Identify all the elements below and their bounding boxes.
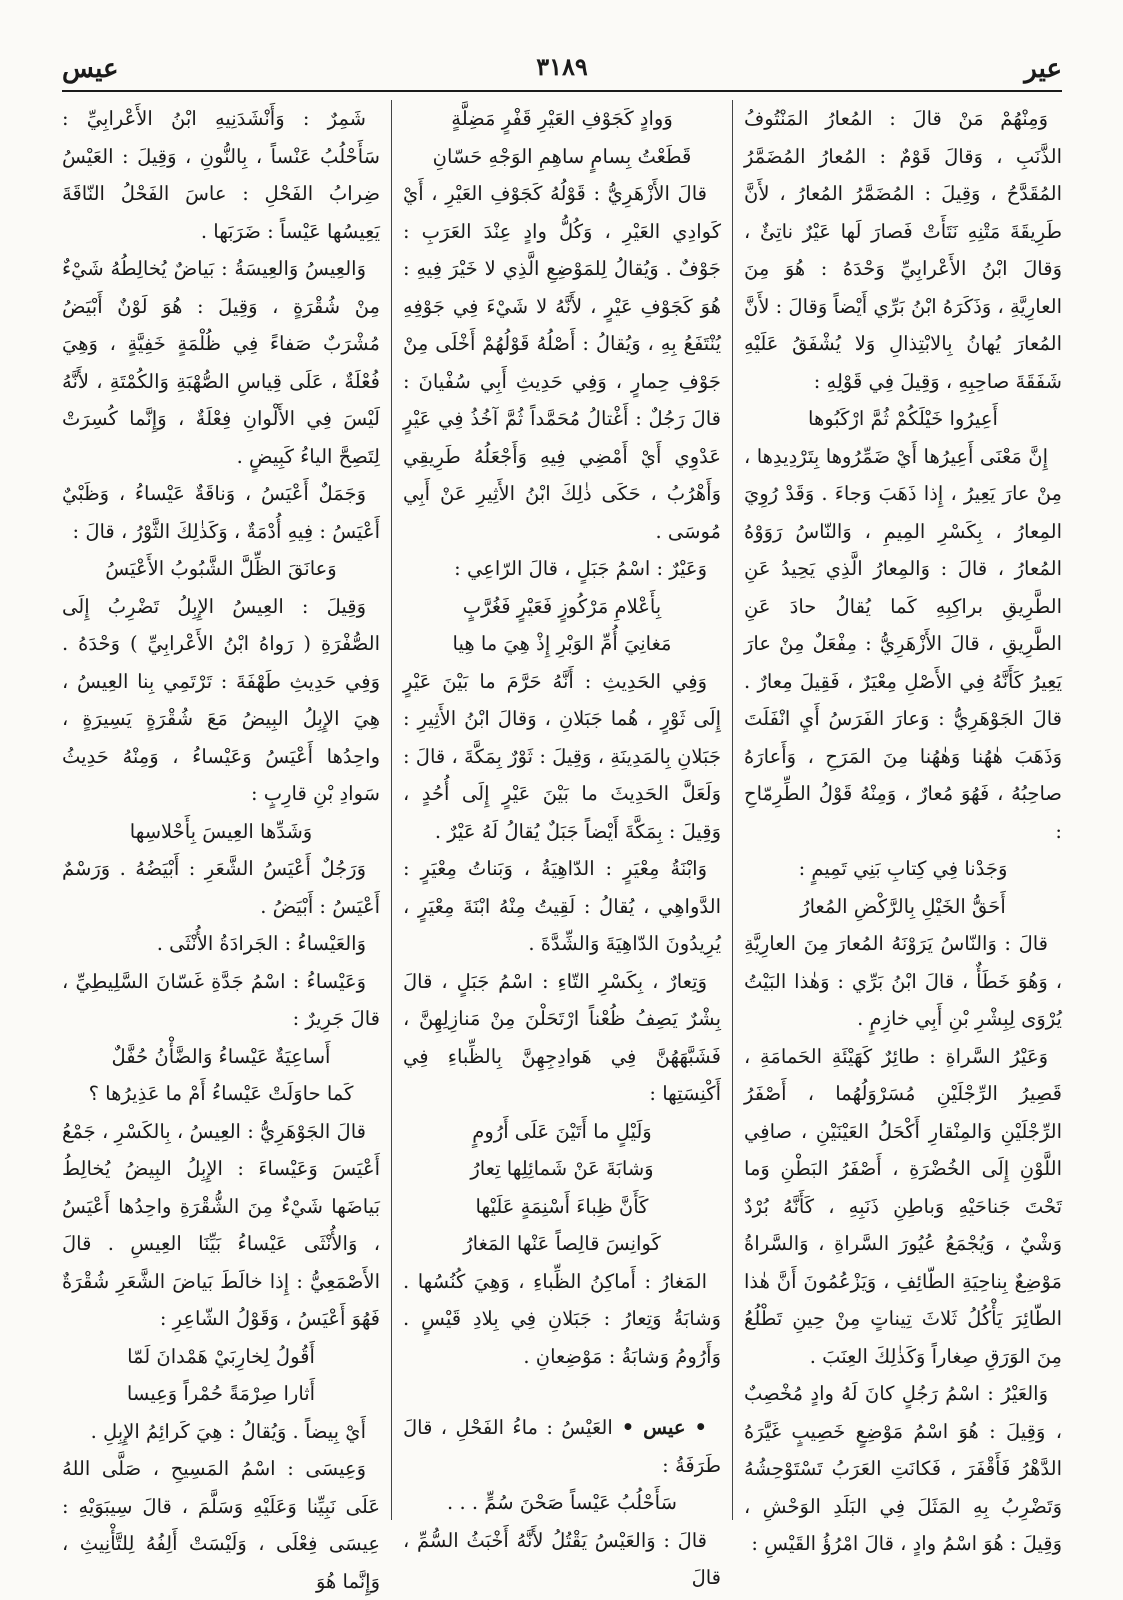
paragraph-text: وَعَيْرُ السَّراةِ : طائِرٌ كَهَيْئَةِ الحَمامَةِ ، قَصِيرُ الرِّجْلَيْنِ مُسَرْوَلُهُما ، أَصْفَرُ الرِّجْلَيْنِ وَالمِنْقارِ أَكْحَلُ العَيْنَيْنِ ، صافِي اللَّوْنِ إِلَى الخُضْرَةِ ، أَصْفَرُ البَطْنِ وَما تَحْتَ جَناحَيْهِ وَباطِنِ ذَنَبِهِ ، كَأَنَّهُ بُرْدٌ وَشْيٌ ، وَيُجْمَعُ عُيُورَ السَّراةِ ، وَالسَّراةُ مَوْضِعٌ بِناحِيَةِ الطّائِفِ ، وَيَزْعُمُونَ أَنَّ هٰذا الطّائِرَ يَأْكُلُ ثَلاثَ تِيناتٍ مِنْ حِينِ تَطْلُعُ مِنَ الوَرَقِ صِغاراً وَكَذٰلِكَ العِنَبَ . <box>744 1044 1062 1368</box>
paragraph-text: قَطَعْتُ بِسامٍ ساهِمِ الوَجْهِ حَسّانِ <box>432 144 692 168</box>
verse-line <box>62 1338 380 1376</box>
paragraph-text: العَيْسُ : ماءُ الفَحْلِ ، قالَ طَرَفَةُ : <box>403 1416 721 1477</box>
verse-line <box>62 1375 380 1413</box>
verse-line <box>403 1484 721 1522</box>
paragraph-text: وَلَيْلٍ ما أَتَيْنَ عَلَى أَرُومٍ <box>472 1119 652 1143</box>
text-paragraph <box>403 963 721 1113</box>
paragraph-text: وَالعِيسُ وَالعِيسَةُ : بَياضٌ يُخالِطُهُ شَيْءٌ مِنْ شُقْرَةٍ ، وَقِيلَ : هُوَ لَوْنٌ أَبْيَضُ مُشْرَبٌ صَفاءً فِي ظُلْمَةٍ خَفِيَّةٍ ، وَهِيَ فُعْلَةٌ ، عَلَى قِياسِ الصُّهْبَةِ وَالكُمْتَةِ ، لأَنَّهُ لَيْسَ فِي الأَلْوانِ فِعْلَةٌ ، وَإِنَّما كُسِرَتْ لِتَصِحَّ الياءُ كَبِيضٍ . <box>62 257 380 468</box>
text-paragraph <box>403 1409 721 1484</box>
paragraph-text: شَمِرٌ : وَأَنْشَدَنِيهِ ابْنُ الأَعْرابِيِّ : سَأَحْلُبُ عَنْساً ، بِالنُّونِ ، وَقِيلَ : العَيْسُ ضِرابُ الفَحْلِ : عاسَ الفَحْلُ النّاقَةَ يَعِيسُها عَيْساً : ضَرَبَها . <box>62 107 380 243</box>
paragraph-text: وَعَيْرٌ : اسْمُ جَبَلٍ ، قالَ الرّاعِي : <box>454 557 707 580</box>
verse-line <box>403 1225 721 1263</box>
header-root-word-left: عيس <box>62 54 119 84</box>
paragraph-text: وَشابَةَ عَنْ شَمائِلِها تِعارُ <box>470 1157 654 1180</box>
paragraph-text: قالَ : وَالعَيْسُ يَقْتُلُ لأَنَّهُ أَخْبَثُ السُّمِّ ، قالَ <box>403 1528 721 1589</box>
paragraph-text: وَجَمَلٌ أَعْيَسُ ، وَناقَةٌ عَيْساءُ ، وَظَبْيٌ أَعْيَسُ : فِيهِ أُدْمَةٌ ، وَكَذٰلِكَ الثَّوْرُ ، قالَ : <box>62 482 380 543</box>
text-paragraph <box>62 1450 380 1600</box>
column-right <box>744 100 1062 1555</box>
paragraph-text: أَحَقُّ الخَيْلِ بِالرَّكْضِ المُعارُ <box>800 894 1006 918</box>
verse-line <box>403 138 721 176</box>
paragraph-text: قالَ : وَالنّاسُ يَرَوْنَهُ المُعارَ مِنَ العارِيَّةِ ، وَهُوَ خَطَأٌ ، قالَ ابْنُ بَرِّي : وَهٰذا البَيْتُ يُرْوَى لِبِشْرِ بْنِ أَبِي خازِمٍ . <box>744 932 1062 1030</box>
verse-line <box>62 550 380 588</box>
paragraph-text: وَوادٍ كَجَوْفِ العَيْرِ قَفْرٍ مَضِلَّةٍ <box>451 107 673 130</box>
text-paragraph <box>403 550 721 588</box>
text-paragraph <box>62 850 380 925</box>
paragraph-text: وَعِيسَى : اسْمُ المَسِيحِ ، صَلَّى اللهُ عَلَى نَبِيِّنا وَعَلَيْهِ وَسَلَّمَ ، قالَ سِيبَوَيْهِ : عِيسَى فِعْلَى ، وَلَيْسَتْ أَلِفُهُ لِلتَّأْنِيثِ ، وَإِنَّما هُوَ <box>62 1457 380 1593</box>
paragraph-text: أَعِيرُوا خَيْلَكُمْ ثُمَّ ارْكَبُوها <box>808 407 998 430</box>
text-paragraph <box>744 100 1062 400</box>
text-paragraph <box>403 1522 721 1597</box>
paragraph-text: كَأَنَّ ظِباءَ أَسْنِمَةٍ عَلَيْها <box>475 1194 649 1218</box>
entry-headword: • عيس • <box>612 1416 707 1439</box>
paragraph-text: وَالعَيْرُ : اسْمُ رَجُلٍ كانَ لَهُ وادٍ مُخْصِبٌ ، وَقِيلَ : هُوَ اسْمُ مَوْضِعٍ خَصِيبٍ غَيَّرَهُ الدَّهْرُ فَأَقْفَرَ ، فَكانَتِ العَرَبُ تَسْتَوْحِشُهُ وَتَضْرِبُ بِهِ المَثَلَ فِي البَلَدِ الوَحْشِ ، وَقِيلَ : هُوَ اسْمُ وادٍ ، قالَ امْرُؤُ القَيْسِ : <box>744 1382 1062 1555</box>
text-paragraph <box>62 475 380 550</box>
header-root-word-right: عير <box>1024 54 1062 84</box>
verse-line <box>744 400 1062 438</box>
paragraph-text: وَتِعارٌ ، بِكَسْرِ التّاءِ : اسْمُ جَبَلٍ ، قالَ بِشْرٌ يَصِفُ ظُعْناً ارْتَحَلْنَ مِنْ مَنازِلِهِنَّ ، فَشَبَّهَهُنَّ فِي هَوادِجِهِنَّ بِالظِّباءِ فِي أَكْنِسَتِها : <box>403 969 721 1105</box>
paragraph-text: قالَ الأَزْهَرِيُّ : قَوْلُهُ كَجَوْفِ العَيْرِ ، أَيْ كَوادِي العَيْرِ ، وَكُلُّ وادٍ عِنْدَ العَرَبِ : جَوْفٌ . وَيُقالُ لِلمَوْضِعِ الَّذِي لا خَيْرَ فِيهِ : هُوَ كَجَوْفِ عَيْرٍ ، لأَنَّهُ لا شَيْءَ فِي جَوْفِهِ يُنْتَفَعُ بِهِ ، وَيُقالُ : أَصْلُهُ قَوْلُهُمْ أَخْلَى مِنْ جَوْفِ حِمارٍ ، وَفِي حَدِيثِ أَبِي سُفْيانَ : قالَ رَجُلٌ : أَغْتالُ مُحَمَّداً ثُمَّ آخُذُ فِي عَيْرٍ عَدْوِي أَيْ أَمْضِي فِيهِ وَأَجْعَلُهُ طَرِيقِي وَأَهْرُبُ ، حَكَى ذٰلِكَ ابْنُ الأَثِيرِ عَنْ أَبِي مُوسَى . <box>403 182 721 543</box>
paragraph-text: وَعَيْساءُ : اسْمُ جَدَّةِ غَسّانَ السَّلِيطِيِّ ، قالَ جَرِيرٌ : <box>62 969 380 1030</box>
paragraph-text: وَجَدْنا فِي كِتابِ بَنِي تَمِيمٍ : <box>798 857 1008 880</box>
text-paragraph <box>744 1038 1062 1376</box>
paragraph-text: وَمِنْهُمْ مَنْ قالَ : المُعارُ المَنْتُوفُ الذَّنَبِ ، وَقالَ قَوْمٌ : المُعارُ المُضَمَّرُ المُقَدَّحُ ، وَقِيلَ : المُضَمَّرُ المُعارُ ، لأَنَّ طَرِيقَةَ مَتْنِهِ نَتَأَتْ فَصارَ لَها عَيْرٌ ناتِئٌ ، وَقالَ ابْنُ الأَعْرابِيِّ وَحْدَهُ : هُوَ مِنَ العارِيَّةِ ، وَذَكَرَهُ ابْنُ بَرِّي أَيْضاً وَقالَ : لأَنَّ المُعارَ يُهانُ بِالابْتِذالِ وَلا يُشْفَقُ عَلَيْهِ شَفَقَةَ صاحِبِهِ ، وَقِيلَ فِي قَوْلِهِ : <box>744 107 1062 393</box>
entry-separator <box>403 1375 721 1409</box>
text-paragraph <box>62 250 380 475</box>
paragraph-text: وَفِي الحَدِيثِ : أَنَّهُ حَرَّمَ ما بَيْنَ عَيْرٍ إِلَى ثَوْرٍ ، هُما جَبَلانِ ، وَقالَ ابْنُ الأَثِيرِ : جَبَلانِ بِالمَدِينَةِ ، وَقِيلَ : ثَوْرٌ بِمَكَّةَ ، قالَ : وَلَعَلَّ الحَدِيثَ ما بَيْنَ عَيْرٍ إِلَى أُحُدٍ ، وَقِيلَ : بِمَكَّةَ أَيْضاً جَبَلٌ يُقالُ لَهُ عَيْرٌ . <box>403 669 721 843</box>
text-paragraph <box>403 663 721 851</box>
paragraph-text: أَساعِيَةٌ عَيْساءُ وَالضَّأْنُ حُفَّلٌ <box>111 1044 331 1068</box>
column-divider <box>391 100 392 1520</box>
verse-line <box>403 1113 721 1151</box>
paragraph-text: وَرَجُلٌ أَعْيَسُ الشَّعَرِ : أَبْيَضُهُ . وَرَسْمٌ أَعْيَسُ : أَبْيَضُ . <box>62 857 380 918</box>
text-paragraph <box>403 1263 721 1376</box>
paragraph-text: مَغانِيَ أُمِّ الوَبْرِ إِذْ هِيَ ما هِيا <box>452 632 672 655</box>
column-left <box>62 100 380 1593</box>
text-paragraph <box>62 925 380 963</box>
text-paragraph <box>62 1413 380 1451</box>
text-paragraph <box>62 588 380 813</box>
text-paragraph <box>62 1113 380 1338</box>
paragraph-text: قالَ الجَوْهَرِيُّ : العِيسُ ، بِالكَسْرِ ، جَمْعُ أَعْيَسَ وَعَيْساءَ : الإِبِلُ البِيضُ يُخالِطُ بَياضَها شَيْءٌ مِنَ الشُّقْرَةِ واحِدُها أَعْيَسُ ، وَالأُنْثَى عَيْساءُ بَيِّنَا العِيسِ . قالَ الأَصْمَعِيُّ : إِذا خالَطَ بَياضَ الشَّعَرِ شُقْرَةٌ فَهُوَ أَعْيَسُ ، وَقَوْلُ الشّاعِرِ : <box>62 1119 380 1330</box>
page-number: ٣١٨٩ <box>536 52 588 81</box>
verse-line <box>62 813 380 851</box>
column-middle <box>403 100 721 1589</box>
verse-line <box>62 1075 380 1113</box>
header-rule <box>62 90 1062 92</box>
paragraph-text: أَقُولُ لِخارِبَيْ هَمْدانَ لَمّا <box>127 1344 315 1368</box>
page-header <box>62 52 1062 88</box>
verse-line <box>403 625 721 663</box>
text-paragraph <box>744 1375 1062 1563</box>
paragraph-text: كَوانِسَ قالِصاً عَنْها المَغارُ <box>463 1232 661 1255</box>
text-paragraph <box>62 963 380 1038</box>
paragraph-text: سَأَحْلُبُ عَيْساً صَحْنَ سُمٍّ . . . <box>447 1491 677 1514</box>
text-paragraph <box>403 175 721 550</box>
paragraph-text: أَثارا صِرْمَةً حُمْراً وَعِيسا <box>126 1382 316 1405</box>
verse-line <box>403 1188 721 1226</box>
verse-line <box>403 100 721 138</box>
text-columns <box>62 100 1062 1593</box>
text-paragraph <box>744 438 1062 851</box>
paragraph-text: إِنَّ مَعْنَى أَعِيرُها أَيْ ضَمِّرُوها بِتَرْدِيدِها ، مِنْ عارَ يَعِيرُ ، إِذا ذَهَبَ وَجاءَ . وَقَدْ رُوِيَ المِعارُ ، بِكَسْرِ المِيمِ ، وَالنّاسُ رَوَوْهُ المُعارُ ، قالَ : وَالمِعارُ الَّذِي يَحِيدُ عَنِ الطَّرِيقِ براكِبِهِ كَما يُقالُ حادَ عَنِ الطَّرِيقِ ، قالَ الأَزْهَرِيُّ : مِفْعَلٌ مِنْ عارَ يَعِيرُ كَأَنَّهُ فِي الأَصْلِ مِعْيَرٌ ، فَقِيلَ مِعارٌ . قالَ الجَوْهَرِيُّ : وَعارَ الفَرَسُ أَيِ انْفَلَتَ وَذَهَبَ هٰهُنا وَهٰهُنا مِنَ المَرَحِ ، وَأَعارَهُ صاحِبُهُ ، فَهُوَ مُعارٌ ، وَمِنْهُ قَوْلُ الطِّرِمّاحِ : <box>744 444 1062 843</box>
verse-line <box>744 888 1062 926</box>
paragraph-text: وَقِيلَ : العِيسُ الإِبِلُ تَضْرِبُ إِلَى الصُّفْرَةِ ( رَواهُ ابْنُ الأَعْرابِيِّ ) وَحْدَهُ . وَفِي حَدِيثِ طَهْفَةَ : تَرْتَمِي بِنا العِيسُ ، هِيَ الإِبِلُ البِيضُ مَعَ شُقْرَةٍ يَسِيرَةٍ ، واحِدُها أَعْيَسُ وَعَيْساءُ ، وَمِنْهُ حَدِيثُ سَوادِ بْنِ قارِبٍ : <box>62 594 380 805</box>
column-divider <box>732 100 733 1520</box>
text-paragraph <box>403 850 721 963</box>
paragraph-text: وَابْنَةُ مِعْيَرٍ : الدّاهِيَةُ ، وَبَناتُ مِعْيَرٍ : الدَّواهِي ، يُقالُ : لَقِيتُ مِنْهُ ابْنَةَ مِعْيَرٍ ، يُرِيدُونَ الدّاهِيَةَ وَالشِّدَّةَ . <box>403 857 721 955</box>
paragraph-text: المَغارُ : أَماكِنُ الظِّباءِ ، وَهِيَ كُنُسُها . وَشابَةُ وَتِعارُ : جَبَلانِ فِي بِلادِ قَيْسٍ . وَأَرُومُ وَشابَةُ : مَوْضِعانِ . <box>403 1269 721 1368</box>
dictionary-page <box>62 52 1062 1593</box>
paragraph-text: وَعانَقَ الظِّلَّ الشَّبُوبُ الأَعْيَسُ <box>105 557 337 580</box>
text-paragraph <box>62 100 380 250</box>
paragraph-text: وَشَدِّها العِيسَ بِأَحْلاسِها <box>129 819 313 843</box>
text-paragraph <box>744 925 1062 1038</box>
verse-line <box>403 1150 721 1188</box>
verse-line <box>62 1038 380 1076</box>
paragraph-text: وَالعَيْساءُ : الجَرادَةُ الأُنْثَى . <box>156 932 366 955</box>
verse-line <box>744 850 1062 888</box>
verse-line <box>403 588 721 626</box>
paragraph-text: أَيْ بِيضاً . وَيُقالُ : هِيَ كَرائِمُ الإِبِلِ . <box>90 1419 366 1443</box>
paragraph-text: كَما حاوَلَتْ عَيْساءُ أَمْ ما عَذِيرُها ؟ <box>88 1082 354 1105</box>
paragraph-text: بِأَعْلامِ مَرْكُوزٍ فَعَيْرٍ فَغُرَّبٍ <box>462 594 662 618</box>
